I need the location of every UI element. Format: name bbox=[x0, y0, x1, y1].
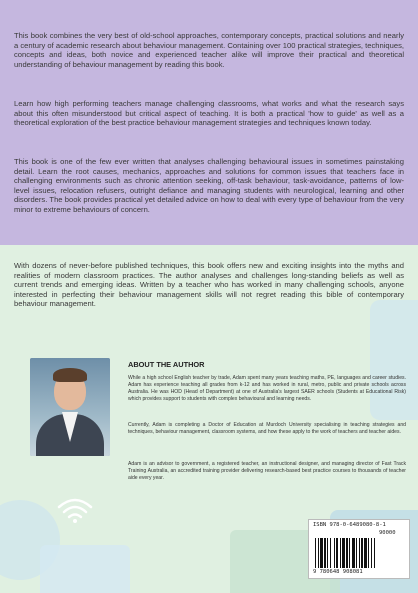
about-paragraph: Adam is an advisor to government, a registered teacher, an instructional designer, and managing director of Fast Track Training Australia, an accredited training provider delivering research-based best practice courses to thousands of teacher aide every year. bbox=[128, 461, 406, 481]
intro-paragraph: This book is one of the few ever written that analyses challenging behavioural issues in sometimes painstaking detail. Learn the root causes, mechanics, approaches and solutions for common issues that teachers face in challenging environments such as chronic attention seeking, off-task behaviour, task-avoidance, patterns of low-level issues, relocation refusers, outright defiance and managing students with neurological, learning and other disorders. The book provides practical yet detailed advice on how to deal with every type of behaviour from the very minor to extreme behaviours of concern. bbox=[14, 157, 404, 214]
isbn-text: ISBN 978-0-6489080-8-1 bbox=[313, 522, 386, 528]
intro-paragraph: Learn how high performing teachers manage challenging classrooms, what works and what the research says about this often misunderstood but critical aspect of teaching. It is both a practical 'how to guide' as well as a theoretical exploration of the best practice behaviour management strategies and techniques known today. bbox=[14, 99, 404, 128]
about-author-heading: ABOUT THE AUTHOR bbox=[128, 360, 205, 369]
about-paragraph: Currently, Adam is completing a Doctor of Education at Murdoch University specialising in teaching strategies and techniques, behaviour management, classroom systems, and how these apply to the work of teachers and teacher aides. bbox=[128, 422, 406, 435]
wifi-icon bbox=[55, 495, 95, 525]
barcode-bars bbox=[315, 538, 403, 568]
intro-paragraph: This book combines the very best of old-school approaches, contemporary concepts, practical solutions and nearly a century of academic research about behaviour management. Containing over 100 practical strategies, techniques, concepts and ideas, both novice and experienced teacher alike will improve their practical and theoretical understanding of behaviour management by reading this book. bbox=[14, 31, 404, 69]
barcode bbox=[308, 519, 410, 579]
author-photo bbox=[30, 358, 110, 456]
price-code: 90000 bbox=[379, 530, 396, 536]
intro-paragraph: With dozens of never-before published techniques, this book offers new and exciting insights into the myths and realities of modern classroom practices. The author analyses and challenges long-standing beliefs as well as current trends and emerging ideas. Written by a teacher who has worked in many challenging schools, anyone interested in perfecting their behaviour management skills will not regret reading this bible of contemporary behaviour management. bbox=[14, 261, 404, 309]
barcode-digits: 9 780648 908081 bbox=[313, 569, 363, 575]
background-photo-fragment bbox=[40, 545, 130, 593]
about-paragraph: While a high school English teacher by trade, Adam spent many years teaching maths, PE, languages and career studies. Adam has experience teaching all grades from k-12 and has worked in rural, metro, public and private schools across Australia. He was HOD (Head of Department) at one of Australia's largest SAER schools (Students at Educational Risk) which provides support to students with complex behavioural and learning needs. bbox=[128, 375, 406, 402]
